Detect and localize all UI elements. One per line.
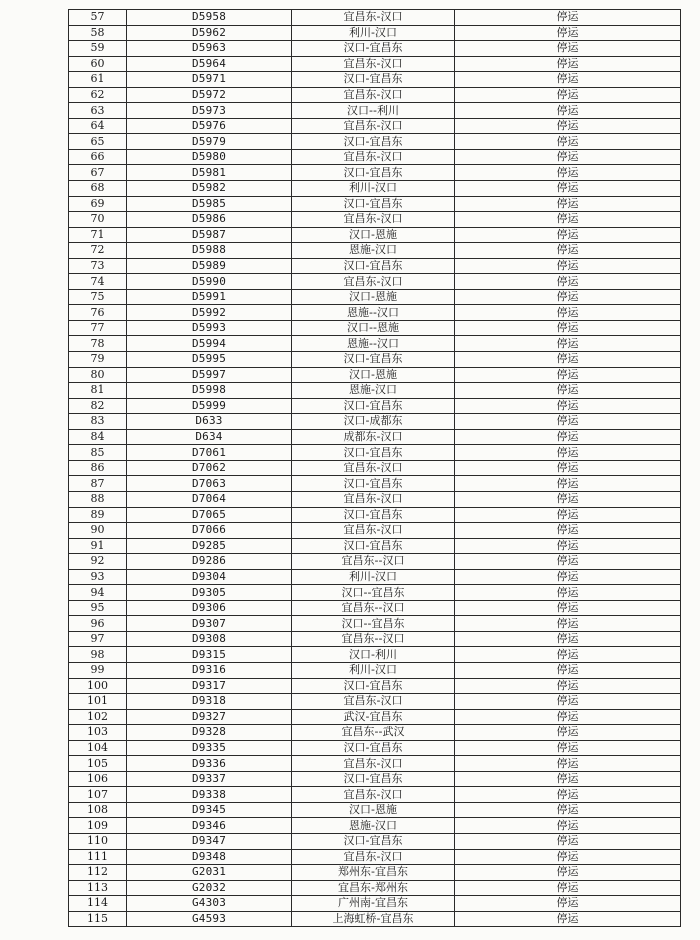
status-cell: 停运: [455, 833, 681, 849]
status-cell: 停运: [455, 507, 681, 523]
table-row: [69, 740, 681, 756]
status-cell: 停运: [455, 787, 681, 803]
row-number-cell: 81: [69, 383, 127, 399]
row-number-cell: 74: [69, 274, 127, 290]
train-number-cell: D5989: [127, 258, 292, 274]
row-number-cell: 83: [69, 414, 127, 430]
route-cell: 汉口-宜昌东: [292, 165, 455, 181]
table-row: [69, 10, 681, 26]
route-cell: 汉口-成都东: [292, 414, 455, 430]
table-row: [69, 460, 681, 476]
train-number-cell: G4303: [127, 896, 292, 912]
status-cell: 停运: [455, 320, 681, 336]
train-number-cell: D9327: [127, 709, 292, 725]
status-cell: 停运: [455, 149, 681, 165]
row-number-cell: 57: [69, 10, 127, 26]
route-cell: 宜昌东--汉口: [292, 554, 455, 570]
train-number-cell: D5988: [127, 243, 292, 259]
table-row: [69, 243, 681, 259]
table-row: [69, 336, 681, 352]
train-number-cell: D9285: [127, 538, 292, 554]
route-cell: 广州南-宜昌东: [292, 896, 455, 912]
table-row: [69, 896, 681, 912]
train-number-cell: D9318: [127, 694, 292, 710]
row-number-cell: 62: [69, 87, 127, 103]
row-number-cell: 92: [69, 554, 127, 570]
train-number-cell: D7062: [127, 460, 292, 476]
status-cell: 停运: [455, 585, 681, 601]
row-number-cell: 72: [69, 243, 127, 259]
row-number-cell: 100: [69, 678, 127, 694]
table-row: [69, 398, 681, 414]
train-number-cell: D5979: [127, 134, 292, 150]
status-cell: 停运: [455, 880, 681, 896]
table-row: [69, 678, 681, 694]
table-row: [69, 756, 681, 772]
table-row: [69, 258, 681, 274]
table-row: [69, 181, 681, 197]
train-number-cell: D5971: [127, 72, 292, 88]
route-cell: 宜昌东-汉口: [292, 787, 455, 803]
train-number-cell: D9348: [127, 849, 292, 865]
train-number-cell: D5981: [127, 165, 292, 181]
status-cell: 停运: [455, 569, 681, 585]
train-number-cell: D7066: [127, 523, 292, 539]
row-number-cell: 67: [69, 165, 127, 181]
train-number-cell: D5963: [127, 41, 292, 57]
train-number-cell: D9304: [127, 569, 292, 585]
route-cell: 成都东-汉口: [292, 429, 455, 445]
row-number-cell: 113: [69, 880, 127, 896]
route-cell: 利川-汉口: [292, 569, 455, 585]
train-number-cell: G2032: [127, 880, 292, 896]
train-number-cell: D9306: [127, 600, 292, 616]
route-cell: 汉口-宜昌东: [292, 72, 455, 88]
route-cell: 恩施--汉口: [292, 305, 455, 321]
row-number-cell: 63: [69, 103, 127, 119]
status-cell: 停运: [455, 756, 681, 772]
train-number-cell: D5982: [127, 181, 292, 197]
row-number-cell: 64: [69, 118, 127, 134]
route-cell: 汉口--利川: [292, 103, 455, 119]
table-row: [69, 41, 681, 57]
row-number-cell: 112: [69, 865, 127, 881]
row-number-cell: 76: [69, 305, 127, 321]
route-cell: 宜昌东-汉口: [292, 274, 455, 290]
train-number-cell: D9315: [127, 647, 292, 663]
train-number-cell: D9328: [127, 725, 292, 741]
table-row: [69, 523, 681, 539]
route-cell: 汉口-恩施: [292, 227, 455, 243]
status-cell: 停运: [455, 103, 681, 119]
table-row: [69, 103, 681, 119]
status-cell: 停运: [455, 212, 681, 228]
train-suspension-table: [68, 9, 681, 927]
table-row: [69, 134, 681, 150]
table-row: [69, 585, 681, 601]
row-number-cell: 85: [69, 445, 127, 461]
table-row: [69, 616, 681, 632]
status-cell: 停运: [455, 41, 681, 57]
table-row: [69, 25, 681, 41]
table-row: [69, 165, 681, 181]
row-number-cell: 68: [69, 181, 127, 197]
row-number-cell: 69: [69, 196, 127, 212]
table-row: [69, 212, 681, 228]
row-number-cell: 97: [69, 631, 127, 647]
route-cell: 宜昌东-汉口: [292, 118, 455, 134]
train-number-cell: G4593: [127, 911, 292, 927]
route-cell: 宜昌东-汉口: [292, 756, 455, 772]
route-cell: 恩施-汉口: [292, 243, 455, 259]
status-cell: 停运: [455, 476, 681, 492]
route-cell: 宜昌东-汉口: [292, 849, 455, 865]
row-number-cell: 86: [69, 460, 127, 476]
route-cell: 汉口-利川: [292, 647, 455, 663]
row-number-cell: 75: [69, 289, 127, 305]
status-cell: 停运: [455, 896, 681, 912]
route-cell: 宜昌东--武汉: [292, 725, 455, 741]
route-cell: 郑州东-宜昌东: [292, 865, 455, 881]
status-cell: 停运: [455, 631, 681, 647]
train-number-cell: D5998: [127, 383, 292, 399]
train-number-cell: D7063: [127, 476, 292, 492]
status-cell: 停运: [455, 818, 681, 834]
status-cell: 停运: [455, 616, 681, 632]
table-row: [69, 227, 681, 243]
status-cell: 停运: [455, 740, 681, 756]
status-cell: 停运: [455, 243, 681, 259]
route-cell: 宜昌东-汉口: [292, 56, 455, 72]
route-cell: 宜昌东-汉口: [292, 87, 455, 103]
route-cell: 汉口--恩施: [292, 320, 455, 336]
train-number-cell: G2031: [127, 865, 292, 881]
table-row: [69, 538, 681, 554]
table-row: [69, 569, 681, 585]
row-number-cell: 103: [69, 725, 127, 741]
row-number-cell: 96: [69, 616, 127, 632]
route-cell: 汉口-宜昌东: [292, 538, 455, 554]
table-row: [69, 320, 681, 336]
table-row: [69, 709, 681, 725]
status-cell: 停运: [455, 56, 681, 72]
train-number-cell: D5991: [127, 289, 292, 305]
status-cell: 停运: [455, 118, 681, 134]
row-number-cell: 88: [69, 491, 127, 507]
status-cell: 停运: [455, 460, 681, 476]
train-number-cell: D5958: [127, 10, 292, 26]
route-cell: 汉口-宜昌东: [292, 445, 455, 461]
table-row: [69, 476, 681, 492]
status-cell: 停运: [455, 911, 681, 927]
status-cell: 停运: [455, 802, 681, 818]
row-number-cell: 98: [69, 647, 127, 663]
table-row: [69, 865, 681, 881]
route-cell: 利川-汉口: [292, 662, 455, 678]
row-number-cell: 77: [69, 320, 127, 336]
route-cell: 汉口-宜昌东: [292, 134, 455, 150]
train-number-cell: D9308: [127, 631, 292, 647]
status-cell: 停运: [455, 694, 681, 710]
train-number-cell: D5976: [127, 118, 292, 134]
row-number-cell: 58: [69, 25, 127, 41]
row-number-cell: 78: [69, 336, 127, 352]
route-cell: 汉口-宜昌东: [292, 41, 455, 57]
row-number-cell: 79: [69, 352, 127, 368]
route-cell: 汉口-宜昌东: [292, 258, 455, 274]
route-cell: 汉口-宜昌东: [292, 740, 455, 756]
table-row: [69, 414, 681, 430]
table-row: [69, 305, 681, 321]
train-number-cell: D5973: [127, 103, 292, 119]
table-row: [69, 383, 681, 399]
route-cell: 汉口-宜昌东: [292, 476, 455, 492]
row-number-cell: 70: [69, 212, 127, 228]
status-cell: 停运: [455, 25, 681, 41]
train-number-cell: D9317: [127, 678, 292, 694]
row-number-cell: 84: [69, 429, 127, 445]
status-cell: 停运: [455, 134, 681, 150]
route-cell: 宜昌东--汉口: [292, 600, 455, 616]
route-cell: 汉口-宜昌东: [292, 507, 455, 523]
train-number-cell: D5986: [127, 212, 292, 228]
table-row: [69, 771, 681, 787]
status-cell: 停运: [455, 849, 681, 865]
route-cell: 汉口-恩施: [292, 802, 455, 818]
train-number-cell: D5962: [127, 25, 292, 41]
row-number-cell: 110: [69, 833, 127, 849]
route-cell: 宜昌东-汉口: [292, 491, 455, 507]
route-cell: 汉口-宜昌东: [292, 771, 455, 787]
status-cell: 停运: [455, 352, 681, 368]
route-cell: 汉口--宜昌东: [292, 585, 455, 601]
route-cell: 汉口-宜昌东: [292, 678, 455, 694]
status-cell: 停运: [455, 523, 681, 539]
row-number-cell: 114: [69, 896, 127, 912]
status-cell: 停运: [455, 709, 681, 725]
row-number-cell: 105: [69, 756, 127, 772]
row-number-cell: 93: [69, 569, 127, 585]
status-cell: 停运: [455, 865, 681, 881]
row-number-cell: 73: [69, 258, 127, 274]
table-row: [69, 72, 681, 88]
train-number-cell: D9305: [127, 585, 292, 601]
status-cell: 停运: [455, 429, 681, 445]
train-number-cell: D5993: [127, 320, 292, 336]
row-number-cell: 82: [69, 398, 127, 414]
status-cell: 停运: [455, 87, 681, 103]
route-cell: 利川-汉口: [292, 25, 455, 41]
row-number-cell: 89: [69, 507, 127, 523]
route-cell: 宜昌东-汉口: [292, 212, 455, 228]
row-number-cell: 108: [69, 802, 127, 818]
train-number-cell: D5972: [127, 87, 292, 103]
table-row: [69, 274, 681, 290]
route-cell: 汉口-宜昌东: [292, 398, 455, 414]
route-cell: 上海虹桥-宜昌东: [292, 911, 455, 927]
row-number-cell: 111: [69, 849, 127, 865]
row-number-cell: 102: [69, 709, 127, 725]
table-row: [69, 802, 681, 818]
status-cell: 停运: [455, 725, 681, 741]
train-number-cell: D7065: [127, 507, 292, 523]
train-number-cell: D9286: [127, 554, 292, 570]
status-cell: 停运: [455, 554, 681, 570]
table-row: [69, 662, 681, 678]
route-cell: 宜昌东-汉口: [292, 523, 455, 539]
train-number-cell: D5997: [127, 367, 292, 383]
train-number-cell: D7064: [127, 491, 292, 507]
train-number-cell: D5980: [127, 149, 292, 165]
table-row: [69, 818, 681, 834]
table-row: [69, 491, 681, 507]
route-cell: 宜昌东-汉口: [292, 10, 455, 26]
train-number-cell: D5999: [127, 398, 292, 414]
row-number-cell: 66: [69, 149, 127, 165]
row-number-cell: 94: [69, 585, 127, 601]
route-cell: 宜昌东-郑州东: [292, 880, 455, 896]
status-cell: 停运: [455, 10, 681, 26]
table-row: [69, 149, 681, 165]
row-number-cell: 91: [69, 538, 127, 554]
table-row: [69, 87, 681, 103]
table-row: [69, 833, 681, 849]
row-number-cell: 109: [69, 818, 127, 834]
status-cell: 停运: [455, 414, 681, 430]
row-number-cell: 115: [69, 911, 127, 927]
train-number-cell: D634: [127, 429, 292, 445]
status-cell: 停运: [455, 600, 681, 616]
route-cell: 汉口-宜昌东: [292, 196, 455, 212]
status-cell: 停运: [455, 383, 681, 399]
row-number-cell: 65: [69, 134, 127, 150]
table-row: [69, 429, 681, 445]
table-body: [69, 10, 681, 927]
status-cell: 停运: [455, 538, 681, 554]
table-row: [69, 631, 681, 647]
row-number-cell: 60: [69, 56, 127, 72]
table-row: [69, 118, 681, 134]
route-cell: 汉口-宜昌东: [292, 352, 455, 368]
status-cell: 停运: [455, 181, 681, 197]
row-number-cell: 59: [69, 41, 127, 57]
train-number-cell: D5987: [127, 227, 292, 243]
route-cell: 宜昌东-汉口: [292, 460, 455, 476]
row-number-cell: 71: [69, 227, 127, 243]
route-cell: 宜昌东--汉口: [292, 631, 455, 647]
train-number-cell: D9307: [127, 616, 292, 632]
route-cell: 恩施-汉口: [292, 818, 455, 834]
table-row: [69, 289, 681, 305]
status-cell: 停运: [455, 662, 681, 678]
table-row: [69, 849, 681, 865]
route-cell: 利川-汉口: [292, 181, 455, 197]
table-row: [69, 554, 681, 570]
row-number-cell: 104: [69, 740, 127, 756]
row-number-cell: 99: [69, 662, 127, 678]
status-cell: 停运: [455, 647, 681, 663]
row-number-cell: 80: [69, 367, 127, 383]
route-cell: 恩施--汉口: [292, 336, 455, 352]
table-row: [69, 196, 681, 212]
route-cell: 汉口-宜昌东: [292, 833, 455, 849]
table-row: [69, 647, 681, 663]
train-number-cell: D5994: [127, 336, 292, 352]
status-cell: 停运: [455, 196, 681, 212]
status-cell: 停运: [455, 491, 681, 507]
route-cell: 武汉-宜昌东: [292, 709, 455, 725]
route-cell: 汉口--宜昌东: [292, 616, 455, 632]
table-row: [69, 880, 681, 896]
status-cell: 停运: [455, 398, 681, 414]
status-cell: 停运: [455, 445, 681, 461]
train-number-cell: D5992: [127, 305, 292, 321]
train-number-cell: D9336: [127, 756, 292, 772]
train-number-cell: D9345: [127, 802, 292, 818]
row-number-cell: 87: [69, 476, 127, 492]
table-row: [69, 352, 681, 368]
status-cell: 停运: [455, 165, 681, 181]
train-number-cell: D9316: [127, 662, 292, 678]
row-number-cell: 95: [69, 600, 127, 616]
status-cell: 停运: [455, 72, 681, 88]
status-cell: 停运: [455, 367, 681, 383]
table-row: [69, 507, 681, 523]
status-cell: 停运: [455, 305, 681, 321]
status-cell: 停运: [455, 289, 681, 305]
train-number-cell: D5990: [127, 274, 292, 290]
route-cell: 恩施-汉口: [292, 383, 455, 399]
train-number-cell: D9347: [127, 833, 292, 849]
route-cell: 宜昌东-汉口: [292, 694, 455, 710]
row-number-cell: 101: [69, 694, 127, 710]
train-number-cell: D9346: [127, 818, 292, 834]
table-row: [69, 56, 681, 72]
train-number-cell: D633: [127, 414, 292, 430]
status-cell: 停运: [455, 771, 681, 787]
row-number-cell: 90: [69, 523, 127, 539]
row-number-cell: 61: [69, 72, 127, 88]
status-cell: 停运: [455, 274, 681, 290]
table-row: [69, 911, 681, 927]
route-cell: 宜昌东-汉口: [292, 149, 455, 165]
table-row: [69, 694, 681, 710]
table-row: [69, 600, 681, 616]
table-row: [69, 445, 681, 461]
row-number-cell: 106: [69, 771, 127, 787]
train-number-cell: D9338: [127, 787, 292, 803]
row-number-cell: 107: [69, 787, 127, 803]
status-cell: 停运: [455, 678, 681, 694]
table-row: [69, 787, 681, 803]
train-number-cell: D7061: [127, 445, 292, 461]
train-number-cell: D9337: [127, 771, 292, 787]
table-row: [69, 725, 681, 741]
table-row: [69, 367, 681, 383]
train-number-cell: D5964: [127, 56, 292, 72]
train-number-cell: D5985: [127, 196, 292, 212]
train-number-cell: D5995: [127, 352, 292, 368]
route-cell: 汉口-恩施: [292, 289, 455, 305]
status-cell: 停运: [455, 227, 681, 243]
route-cell: 汉口-恩施: [292, 367, 455, 383]
train-number-cell: D9335: [127, 740, 292, 756]
status-cell: 停运: [455, 336, 681, 352]
status-cell: 停运: [455, 258, 681, 274]
